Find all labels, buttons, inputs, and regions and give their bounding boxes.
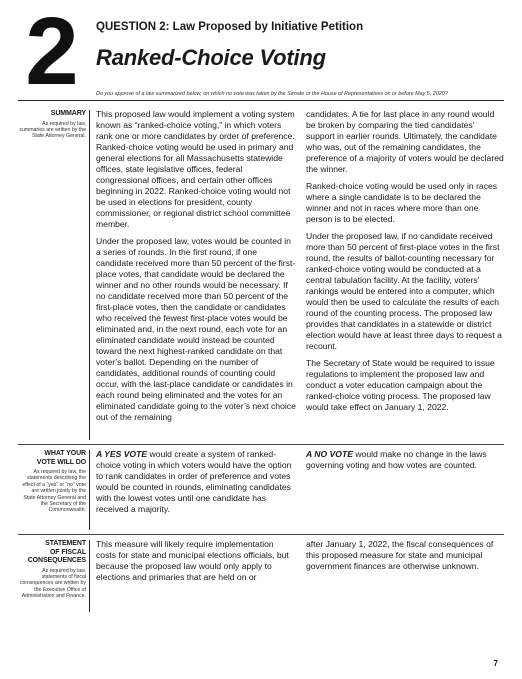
summary-paragraph: Ranked-choice voting would be used only in races where a single candidate is to be declared the winner and not in races where more than one person is to be elected. [306,181,498,224]
header-divider [18,100,504,101]
vote-note: As required by law, the statements describing the effect of a “yes” or “no” vote are written jointly by the State Attorney General and the Secretary of the Commonwealth. [22,469,86,514]
yes-vote-lead: A YES VOTE [96,449,148,459]
summary-label-block [18,110,86,140]
summary-divider [89,110,90,440]
fiscal-text: This measure will likely require implementation costs for state and municipal elections officials, but because the proposed law would only apply to elections and primaries that are held on or [96,539,289,582]
fiscal-label-line-3: CONSEQUENCES [27,557,86,564]
summary-left-column [96,109,296,423]
vote-label-line-2: VOTE WILL DO [36,458,86,466]
no-vote-column [306,449,504,471]
fiscal-label-line-2: OF FISCAL [49,548,86,556]
vote-label-line-1: WHAT YOUR [44,450,86,457]
fiscal-text: after January 1, 2022, the fiscal consequences of this proposed measure for state and municipal government finances are otherwise unknown. [306,539,494,571]
summary-note: As required by law, summaries are written by the State Attorney General. [19,120,86,140]
vote-divider [89,450,90,530]
yes-vote-text: A YES VOTE would create a system of ranked-choice voting in which voters would have the option to rank candidates in order of preference and votes would be counted in rounds, eliminating candidates with the lowest votes until one candidate has received a majority. [96,449,292,514]
fiscal-left-column [96,539,296,583]
no-vote-text: A NO VOTE would make no change in the laws governing voting and how votes are counted. [306,449,487,470]
question-number: 2 [25,0,77,105]
yes-vote-column [96,449,296,515]
ballot-question: Do you approve of a law summarized below, on which no vote was taken by the Senate or the House of Representatives on or before May 5, 2020? [96,91,448,97]
fiscal-note: As required by law, statements of fiscal consequences are written by the Executive Office of Administration and Finance. [19,567,86,600]
fiscal-divider [89,540,90,612]
summary-paragraph: This proposed law would implement a voting system known as “ranked-choice voting,” in which voters rank one or more candidates by order of preference. Ranked-choice voting would be used in primary and general elections for all Massachusetts statewide offices, state legislative offices, federal congressional offices, and certain other offices beginning in 2022. Ranked-choice voting would not be used in elections for president, county commissioner, or regional district school committee member. [96,109,295,229]
fiscal-label-block [18,540,86,600]
question-label: QUESTION 2: Law Proposed by Initiative Petition [96,21,364,33]
summary-label: SUMMARY [50,110,86,117]
summary-paragraph: candidates. A tie for last place in any round would be broken by comparing the tied candidates’ support in earlier rounds. Ultimately, the candidate who was, out of the remaining candidates, the preference of a majority of voters would be declared the winner. [306,109,504,174]
fiscal-right-column [306,539,504,572]
summary-paragraph: Under the proposed law, if no candidate received more than 50 percent of first-place votes in the first round, the results of ballot-counting necessary for ranked-choice voting would be conducted at a central tabulation facility. At the facility, voters’ rankings would be entered into a computer, which would then be used to calculate the results of each round of the counting process. The proposed law provides that candidates in a statewide or district election would have at least three days to request a recount. [306,231,502,351]
fiscal-label-line-1: STATEMENT [45,540,86,547]
no-vote-lead: A NO VOTE [306,449,353,459]
vote-label-block [18,450,86,514]
section-divider [18,444,504,445]
summary-paragraph: Under the proposed law, votes would be counted in a series of rounds. In the first round, if one candidate received more than 50 percent of the first-place votes, that candidate would be declared the winner and no other rounds would be necessary. If no candidate received more than 50 percent of the first-place votes, then the candidate or candidates who received the fewest first-place votes would be eliminated and, in the next round, each vote for an eliminated candidate would instead be counted toward the next highest-ranked candidate on that voter’s ballot. Depending on the number of candidates, additional rounds of counting could occur, with the last-place candidate or candidates in each round being eliminated and the votes for an eliminated candidate going to the voter’s next choice out of the remaining [96,236,296,422]
summary-paragraph: The Secretary of State would be required to issue regulations to implement the proposed law and conduct a voter education campaign about the ranked-choice voting process. The proposed law would take effect on January 1, 2022. [306,358,495,412]
page-number: 7 [493,659,498,668]
section-divider [18,534,504,535]
summary-right-column [306,109,504,413]
page-title: Ranked-Choice Voting [96,45,326,70]
